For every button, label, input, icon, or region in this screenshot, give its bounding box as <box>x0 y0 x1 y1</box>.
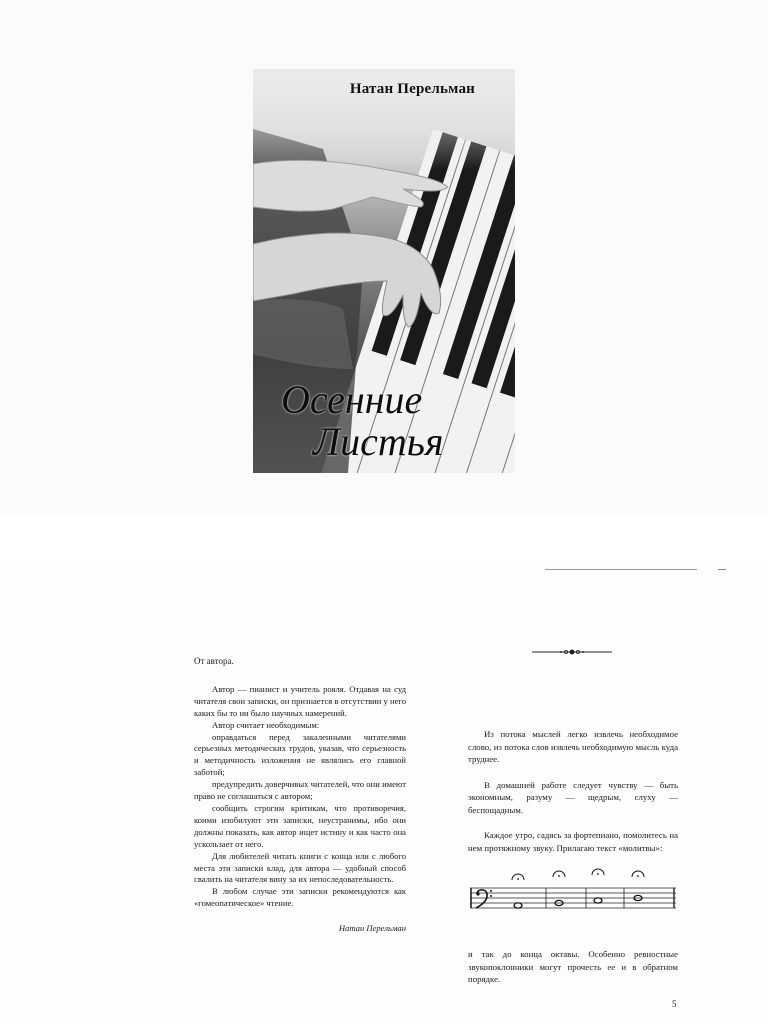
cover-author: Натан Перельман <box>349 81 475 97</box>
preface-paragraph: предупредить доверчивых читателей, что они имеют право не соглашаться с автором; <box>194 779 406 802</box>
page-number: 5 <box>672 999 677 1009</box>
after-music-paragraph: и так до конца октавы. Особенно ревностные звукопоклонники могут прочесть ее и в обратном порядке. <box>468 949 678 984</box>
aphorism-paragraph: Из потока мыслей легко извлечь необходимое слово, из потока слов извлечь необходимую мысль куда труднее. <box>468 729 678 764</box>
cover-title <box>281 379 511 463</box>
preface-paragraph: Автор считает необходимым: <box>212 719 320 730</box>
preface-paragraph: Автор — пианист и учитель рояля. Отдавая на суд читателя свои записки, он признается в отсутствии у него каких бы то ни было научных намерений. <box>194 683 406 718</box>
whole-note-icon <box>632 871 644 901</box>
cover-title-line2: Листья <box>313 419 444 464</box>
bass-clef-icon <box>476 890 492 908</box>
scan-edge-tick <box>718 569 726 570</box>
preface-paragraph: Для любителей читать книги с конца или с любого места эти записки клад, для автора — удобный способ свалить на читателя вину за их непоследовательность. <box>194 850 406 885</box>
aphorism-paragraph: Каждое утро, садясь за фортепиано, помолитесь на нем протяжному звуку. Прилагаю текст «молитвы»: <box>468 830 678 853</box>
book-cover <box>253 69 515 473</box>
author-signature: Натан Перельман <box>338 923 406 934</box>
preface-paragraph: сообщить строгим критикам, что противоречия, коими изобилуют эти записки, неустранимы, ибо они должны показать, как автор ищет истину и как часто она ускользает от него. <box>194 802 406 849</box>
aphorism-paragraph: В домашней работе следует чувству — быть экономным, разуму — щедрым, слуху — беспощадным. <box>468 779 678 815</box>
preface-paragraph: В любом случае эти записки рекомендуются как «гомеопатическое» чтение. <box>194 886 406 909</box>
scan-edge-line <box>545 569 697 570</box>
ornament-divider <box>530 646 614 658</box>
music-staff <box>468 868 680 916</box>
preface-heading: От автора. <box>194 656 234 666</box>
right-page-text <box>468 728 678 854</box>
left-page-text <box>194 656 406 935</box>
preface-paragraph: оправдаться перед закаленными читателями серьезных методических трудов, указав, что серьезность и методичность изложения не являлись его главной заботой; <box>194 731 406 778</box>
cover-title-line1: Осенние <box>281 377 423 422</box>
